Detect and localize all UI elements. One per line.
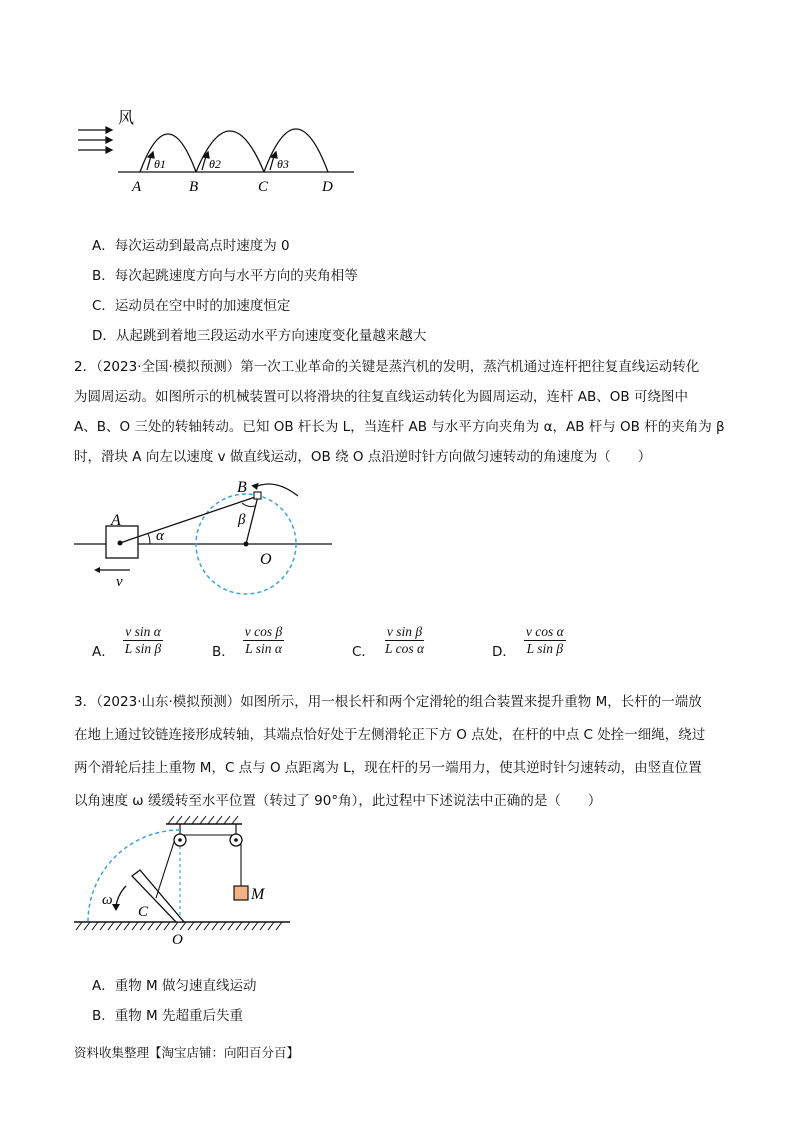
pivot-O	[244, 542, 249, 547]
q2-answer-b[interactable]	[212, 620, 284, 660]
q1-option-c: C．运动员在空中时的加速度恒定	[92, 298, 291, 314]
label-B: B	[237, 479, 247, 496]
pivot-B	[254, 492, 261, 499]
q3-stem-line-3: 两个滑轮后挂上重物 M，C 点与 O 点距离为 L，现在杆的另一端用力，使其逆时针匀速转动，由竖直位置	[74, 760, 702, 776]
q2-answer-c-letter: C．	[352, 644, 375, 660]
q2-answer-d-denominator: L sin β	[526, 640, 564, 656]
weight-M	[234, 886, 248, 900]
angle-theta2: θ2	[209, 157, 221, 171]
q2-answer-c[interactable]	[352, 620, 426, 660]
q2-answer-d-letter: D．	[492, 644, 516, 660]
q2-answer-b-denominator: L sin α	[245, 640, 282, 656]
label-beta: β	[238, 512, 246, 528]
q3-stem-line-4: 以角速度 ω 缓缓转至水平位置（转过了 90°角），此过程中下述说法中正确的是（ ）	[74, 793, 602, 809]
q3-option-b: B．重物 M 先超重后失重	[92, 1008, 243, 1024]
q2-answer-c-fraction	[383, 624, 426, 657]
q2-answer-a-numerator: v sin α	[125, 623, 161, 639]
q2-stem-line-4: 时，滑块 A 向左以速度 v 做直线运动，OB 绕 O 点沿逆时针方向做匀速转动的角速度为（ ）	[74, 449, 652, 465]
q2-stem-line-2: 为圆周运动。如图所示的机械装置可以将滑块的往复直线运动转化为圆周运动，连杆 AB、OB 可绕图中	[74, 389, 688, 405]
pivot-A	[118, 541, 123, 546]
angle-theta3: θ3	[277, 157, 289, 171]
q3-stem-line-2: 在地上通过铰链连接形成转轴，其端点恰好处于左侧滑轮正下方 O 点处，在杆的中点 C 处拴一细绳，绕过	[74, 727, 706, 743]
q2-answer-a-letter: A．	[92, 644, 115, 660]
wind-label: 风	[118, 110, 135, 127]
q2-answer-a-fraction	[123, 624, 164, 657]
q1-option-b: B．每次起跳速度方向与水平方向的夹角相等	[92, 268, 358, 284]
q2-answer-d[interactable]	[492, 620, 566, 660]
q2-stem-line-3: A、B、O 三处的转轴转动。已知 OB 杆长为 L，当连杆 AB 与水平方向夹角为 α，AB 杆与 OB 杆的夹角为 β	[74, 419, 725, 435]
q1-option-a: A．每次运动到最高点时速度为 0	[92, 238, 290, 254]
q2-answer-c-denominator: L cos α	[384, 640, 425, 656]
q2-answer-d-numerator: v cos α	[525, 623, 564, 639]
omega-arrow-head	[112, 904, 120, 911]
q1-figure	[70, 100, 370, 200]
rotation-arrow-head	[251, 483, 261, 491]
point-D: D	[322, 179, 333, 195]
label-omega: ω	[102, 892, 113, 908]
label-alpha: α	[156, 528, 164, 544]
ground-hatch	[76, 922, 282, 930]
label-M: M	[251, 886, 265, 903]
point-B: B	[189, 179, 199, 195]
label-A: A	[111, 512, 121, 529]
label-O: O	[172, 932, 183, 948]
label-O: O	[260, 551, 272, 568]
rod-OB	[246, 496, 258, 544]
q3-stem-line-1: 3．（2023·山东·模拟预测）如图所示，用一根长杆和两个定滑轮的组合装置来提升重物 M，长杆的一端放	[74, 694, 702, 710]
q2-answer-b-fraction	[243, 624, 284, 657]
alpha-arc	[148, 534, 150, 544]
q2-answer-a-denominator: L sin β	[124, 640, 162, 656]
velocity-arrow-head	[94, 567, 100, 573]
q2-answer-d-fraction	[524, 624, 566, 657]
jump-arcs	[140, 129, 328, 172]
q2-answer-b-letter: B．	[212, 644, 235, 660]
q1-option-d: D．从起跳到着地三段运动水平方向速度变化量越来越大	[92, 328, 427, 344]
q2-stem-line-1: 2．（2023·全国·模拟预测）第一次工业革命的关键是蒸汽机的发明，蒸汽机通过连杆把往复直线运动转化	[74, 359, 700, 375]
angle-theta1: θ1	[154, 157, 166, 171]
label-C: C	[138, 904, 149, 920]
q2-answer-a[interactable]	[92, 620, 163, 660]
q2-answer-b-numerator: v cos β	[244, 623, 283, 639]
footer-source: 资料收集整理【淘宝店铺：向阳百分百】	[74, 1045, 300, 1060]
rope-C-to-left-pulley	[156, 842, 174, 898]
omega-arrow	[116, 886, 126, 906]
left-pulley-hub	[178, 838, 182, 842]
point-C: C	[258, 179, 269, 195]
ceiling-hatch	[168, 816, 238, 824]
q2-figure	[70, 476, 340, 596]
q3-option-a: A．重物 M 做匀速直线运动	[92, 978, 257, 994]
beta-arc	[242, 503, 255, 507]
q2-answer-c-numerator: v sin β	[386, 623, 423, 639]
q3-figure	[70, 810, 300, 950]
point-A: A	[132, 179, 142, 195]
right-pulley-hub	[234, 838, 238, 842]
wind-arrows	[78, 127, 112, 153]
label-v: v	[116, 574, 123, 590]
